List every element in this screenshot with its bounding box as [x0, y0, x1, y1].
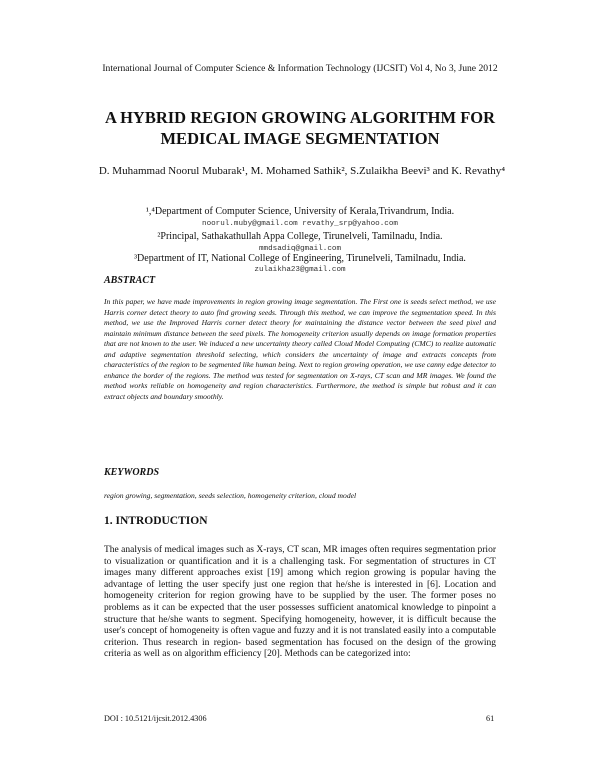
- journal-header: International Journal of Computer Science & Information Technology (IJCSIT) Vol 4, No 3, June 2012: [102, 63, 498, 74]
- affiliation-2: ²Principal, Sathakathullah Appa College, Tirunelveli, Tamilnadu, India.: [157, 231, 443, 242]
- email-2: mmdsadiq@gmail.com: [258, 245, 342, 253]
- abstract-heading: ABSTRACT: [104, 275, 156, 286]
- footer-doi: DOI : 10.5121/ijcsit.2012.4306: [104, 714, 207, 723]
- email-3: zulaikha23@gmail.com: [254, 266, 346, 274]
- authors: D. Muhammad Noorul Mubarak¹, M. Mohamed Sathik², S.Zulaikha Beevi³ and K. Revathy⁴: [98, 165, 506, 177]
- affiliation-3: ³Department of IT, National College of Engineering, Tirunelveli, Tamilnadu, India.: [134, 253, 466, 264]
- keywords-heading: KEYWORDS: [104, 467, 160, 478]
- abstract-text: In this paper, we have made improvements in region growing image segmentation. The First one is seeds select method, we use Harris corner detect theory to auto find growing seeds. Through this method, we can improve the segmentation speed. In this method, we use the Improved Harris corner detect theory for maintaining the distance vector between the seed pixel and maintain minimum distance between the seed pixels. The homogeneity criterion usually depends on image formation properties that are not known to the user. We induced a new uncertainty theory called Cloud Model Computing (CMC) to realize automatic and adaptive segmentation threshold selecting, which considers the uncertainty of image and extracts concepts from characteristics of the region to be segmented like human being. Next to region growing operation, we use canny edge detector to enhance the border of the regions. The method was tested for segmentation on X-rays, CT scan and MR images. We found the method works reliable on homogeneity and region characteristics. Furthermore, the method is simple but robust and it can extract objects and boundary smoothly.: [104, 297, 496, 401]
- title-line-2: MEDICAL IMAGE SEGMENTATION: [160, 129, 440, 148]
- keywords-text: region growing, segmentation, seeds selection, homogeneity criterion, cloud model: [104, 491, 357, 500]
- footer-page-number: 61: [486, 714, 495, 723]
- title-line-1: A HYBRID REGION GROWING ALGORITHM FOR: [104, 108, 496, 127]
- affiliation-1: ¹,⁴Department of Computer Science, University of Kerala,Trivandrum, India.: [145, 206, 455, 217]
- section-heading: 1. INTRODUCTION: [104, 515, 208, 527]
- email-1: noorul.muby@gmail.com revathy_srp@yahoo.com: [202, 220, 398, 228]
- intro-text: The analysis of medical images such as X-rays, CT scan, MR images often requires segmentation prior to visualization or quantification and it is a challenging task. For segmentation of structures in CT images many different approaches exist [19] among which region growing is popular having the advantage of letting the user specify just one region that he/she is interested in [6]. Location and homogeneity criterion for region growing have to be supplied by the user. The former poses no problems as it can be expected that the user possesses sufficient anatomical knowledge to pinpoint a structure that he/she wants to segment. Specifying homogeneity, however, it is difficult because the user's concept of homogeneity is often vague and fuzzy and it is not translated easily into a computable criterion. Thus research in region- based segmentation has focused on the design of the growing criteria as well as on algorithm efficiency [20]. Methods can be categorized into:: [104, 545, 496, 660]
- paper-title: [60, 107, 540, 149]
